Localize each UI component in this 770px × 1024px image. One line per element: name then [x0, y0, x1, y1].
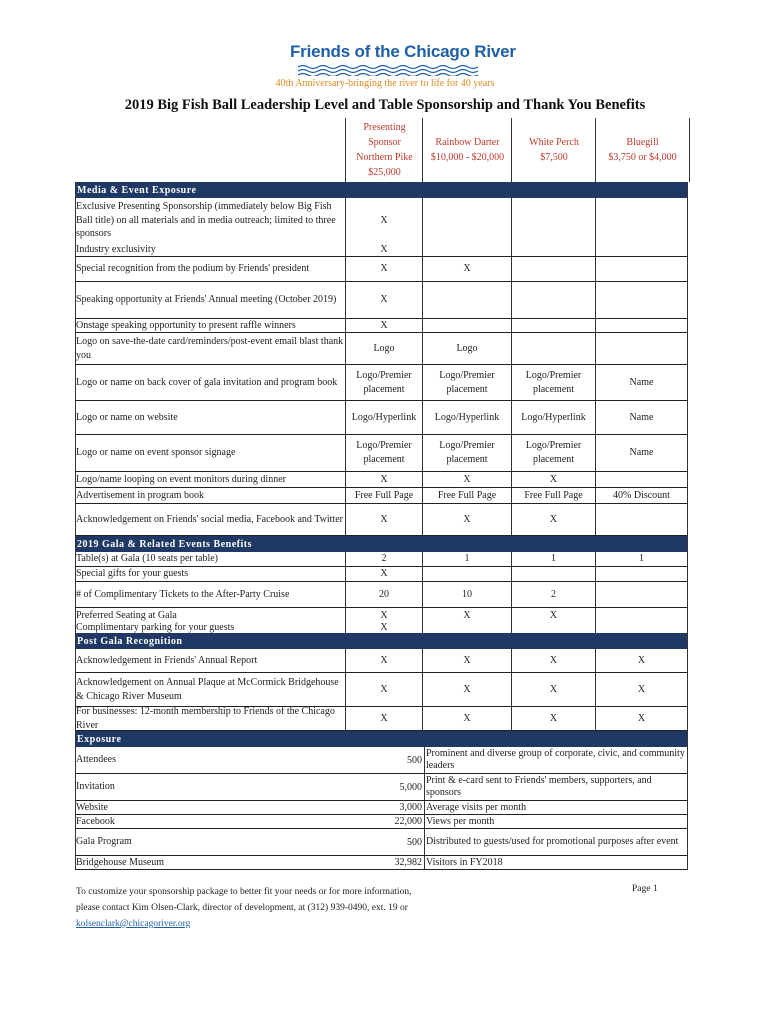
benefit-value: X: [345, 623, 422, 633]
exposure-row: [75, 747, 688, 774]
column-header-presenting: Presenting Sponsor Northern Pike $25,000: [345, 118, 423, 182]
benefit-value: X: [422, 504, 511, 535]
exposure-label: Facebook: [76, 815, 115, 827]
benefit-value: Logo: [422, 333, 511, 364]
benefit-value: X: [345, 472, 422, 487]
benefit-value: X: [422, 707, 511, 730]
benefit-value: [511, 282, 595, 318]
table-row: [75, 243, 688, 257]
benefit-value: X: [511, 504, 595, 535]
exposure-description: Visitors in FY2018: [424, 856, 688, 869]
benefit-value: X: [422, 649, 511, 672]
benefit-value: [511, 623, 595, 633]
table-row: [75, 319, 688, 333]
benefit-value: Logo/Hyperlink: [345, 401, 422, 434]
exposure-description: Print & e-card sent to Friends' members, supporters, and sponsors: [424, 774, 688, 800]
benefit-value: Logo: [345, 333, 422, 364]
section-gala-benefits: 2019 Gala & Related Events Benefits: [75, 536, 688, 552]
exposure-value: 3,000: [399, 802, 422, 813]
exposure-description: Prominent and diverse group of corporate, civic, and community leaders: [424, 747, 688, 773]
benefit-value: [595, 198, 688, 243]
exposure-value: 5,000: [399, 781, 422, 793]
benefit-label: Special gifts for your guests: [76, 568, 189, 580]
benefit-value: [595, 582, 688, 607]
anniversary-tagline: 40th Anniversary-bringing the river to life for 40 years: [275, 78, 495, 89]
benefit-label: Acknowledgement on Friends' social media, Facebook and Twitter: [76, 513, 343, 525]
table-row: [75, 504, 688, 536]
benefit-label: Speaking opportunity at Friends' Annual meeting (October 2019): [76, 294, 337, 306]
benefit-label: Logo on save-the-date card/reminders/post-event email blast thank you: [76, 336, 344, 361]
benefit-value: [422, 319, 511, 332]
benefit-value: Logo/Premier placement: [422, 365, 511, 400]
benefit-value: Logo/Premier placement: [345, 435, 422, 471]
benefit-value: X: [422, 257, 511, 281]
benefit-value: X: [511, 472, 595, 487]
benefit-value: [511, 243, 595, 256]
benefit-value: 10: [422, 582, 511, 607]
table-row: [75, 567, 688, 582]
logo-text: Friends of the Chicago River: [290, 42, 516, 61]
benefit-value: 2: [345, 552, 422, 566]
benefit-value: X: [345, 608, 422, 623]
benefit-value: X: [511, 608, 595, 623]
benefit-value: X: [595, 707, 688, 730]
benefit-value: Free Full Page: [422, 488, 511, 503]
benefit-value: [595, 623, 688, 633]
benefit-value: X: [345, 243, 422, 256]
benefit-value: X: [345, 649, 422, 672]
sponsorship-table: [75, 118, 688, 870]
benefit-value: [511, 567, 595, 581]
benefit-value: X: [422, 472, 511, 487]
benefit-value: X: [345, 673, 422, 706]
benefit-value: [511, 333, 595, 364]
benefit-label: Logo or name on website: [76, 411, 178, 423]
benefit-value: [595, 257, 688, 281]
river-waves-icon: [298, 64, 482, 76]
exposure-row: [75, 774, 688, 801]
table-row: [75, 582, 688, 608]
exposure-description: Average visits per month: [424, 801, 688, 814]
benefit-value: Name: [595, 435, 688, 471]
benefit-value: X: [511, 707, 595, 730]
column-header-rainbow-darter: Rainbow Darter $10,000 - $20,000: [422, 118, 512, 182]
benefit-value: [422, 243, 511, 256]
benefit-value: [595, 472, 688, 487]
benefit-value: X: [511, 649, 595, 672]
benefit-value: 1: [511, 552, 595, 566]
exposure-description: Distributed to guests/used for promotional purposes after event: [424, 829, 688, 855]
exposure-label: Invitation: [76, 781, 115, 793]
benefit-value: [595, 243, 688, 256]
benefit-value: [422, 198, 511, 243]
benefit-value: [595, 333, 688, 364]
exposure-description: Views per month: [424, 815, 688, 828]
benefit-label: Exclusive Presenting Sponsorship (immediately below Big Fish Ball title) on all materials and in media outreach; limited to three sponsors: [76, 201, 336, 240]
benefit-value: X: [345, 282, 422, 318]
benefit-label: Complimentary parking for your guests: [76, 622, 235, 634]
exposure-label: Bridgehouse Museum: [76, 856, 165, 868]
exposure-value: 22,000: [394, 816, 422, 827]
benefit-value: Name: [595, 365, 688, 400]
benefit-label: Table(s) at Gala (10 seats per table): [76, 553, 219, 565]
benefit-value: X: [422, 673, 511, 706]
exposure-label: Attendees: [76, 754, 116, 766]
benefit-label: Logo/name looping on event monitors during dinner: [76, 473, 286, 485]
benefit-value: X: [345, 319, 422, 332]
table-row: [75, 435, 688, 472]
exposure-value: 500: [407, 754, 422, 766]
exposure-value: 32,982: [394, 857, 422, 868]
benefit-value: [595, 282, 688, 318]
benefit-label: For businesses: 12-month membership to Friends of the Chicago River: [76, 706, 335, 731]
table-row: [75, 488, 688, 504]
benefit-value: X: [345, 504, 422, 535]
page-title: 2019 Big Fish Ball Leadership Level and Table Sponsorship and Thank You Benefits: [124, 97, 646, 113]
table-row: [75, 552, 688, 567]
column-header-white-perch: White Perch $7,500: [511, 118, 596, 182]
contact-email-link[interactable]: kolsenclark@chicagoriver.org: [76, 919, 191, 929]
benefit-label: Special recognition from the podium by Friends' president: [76, 263, 310, 275]
exposure-label: Gala Program: [76, 836, 132, 848]
benefit-value: [511, 319, 595, 332]
exposure-row: [75, 815, 688, 829]
benefit-value: Logo/Premier placement: [511, 435, 595, 471]
benefit-value: [595, 567, 688, 581]
table-row: [75, 707, 688, 731]
benefit-value: [422, 623, 511, 633]
benefit-value: Logo/Hyperlink: [422, 401, 511, 434]
benefit-value: X: [345, 198, 422, 243]
benefit-label: Advertisement in program book: [76, 489, 205, 501]
benefit-value: 1: [595, 552, 688, 566]
benefit-value: [595, 504, 688, 535]
benefit-label: Acknowledgement in Friends' Annual Report: [76, 654, 258, 666]
table-row: [75, 401, 688, 435]
benefit-value: X: [345, 707, 422, 730]
benefit-value: X: [595, 649, 688, 672]
table-row: [75, 649, 688, 673]
benefit-value: [595, 608, 688, 623]
table-row: [75, 282, 688, 319]
column-header-bluegill: Bluegill $3,750 or $4,000: [595, 118, 690, 182]
benefit-value: 2: [511, 582, 595, 607]
benefit-value: 40% Discount: [595, 488, 688, 503]
contact-footer: [76, 884, 411, 932]
table-row: [75, 673, 688, 707]
benefit-value: Logo/Premier placement: [511, 365, 595, 400]
benefit-label: Preferred Seating at Gala: [76, 609, 177, 621]
table-row: [75, 198, 688, 243]
benefit-value: X: [511, 673, 595, 706]
exposure-label: Website: [76, 801, 108, 813]
benefit-value: Free Full Page: [511, 488, 595, 503]
table-row: [75, 472, 688, 488]
benefit-value: [511, 257, 595, 281]
benefit-value: Name: [595, 401, 688, 434]
benefit-value: [595, 319, 688, 332]
table-row: [75, 365, 688, 401]
benefit-value: Logo/Premier placement: [345, 365, 422, 400]
section-media-exposure: Media & Event Exposure: [75, 182, 688, 198]
exposure-row: [75, 801, 688, 815]
benefit-value: [422, 282, 511, 318]
benefit-value: [422, 567, 511, 581]
benefit-value: 20: [345, 582, 422, 607]
benefit-value: Free Full Page: [345, 488, 422, 503]
benefit-value: Logo/Hyperlink: [511, 401, 595, 434]
benefit-label: Logo or name on back cover of gala invitation and program book: [76, 376, 338, 388]
contact-line: To customize your sponsorship package to better fit your needs or for more information,: [76, 887, 412, 897]
contact-line: please contact Kim Olsen-Clark, director of development, at (312) 939-0490, ext. 19 or: [76, 903, 408, 913]
benefit-value: [511, 198, 595, 243]
organization-logo: [290, 42, 516, 76]
table-border: [75, 182, 76, 870]
section-post-gala: Post Gala Recognition: [75, 633, 688, 649]
exposure-row: [75, 856, 688, 870]
benefit-label: Logo or name on event sponsor signage: [76, 447, 236, 459]
table-border: [687, 182, 688, 870]
page-number: Page 1: [632, 884, 658, 894]
exposure-value: 500: [407, 836, 422, 848]
table-row: [75, 623, 688, 633]
benefit-value: X: [422, 608, 511, 623]
exposure-row: [75, 829, 688, 856]
benefit-label: # of Complimentary Tickets to the After-Party Cruise: [76, 588, 290, 600]
section-exposure: Exposure: [75, 731, 688, 747]
benefit-value: Logo/Premier placement: [422, 435, 511, 471]
benefit-value: X: [345, 567, 422, 581]
benefit-value: X: [345, 257, 422, 281]
benefit-label: Acknowledgement on Annual Plaque at McCormick Bridgehouse & Chicago River Museum: [76, 677, 339, 702]
benefit-value: 1: [422, 552, 511, 566]
table-row: [75, 257, 688, 282]
benefit-label: Onstage speaking opportunity to present raffle winners: [76, 319, 296, 331]
benefit-value: X: [595, 673, 688, 706]
benefit-label: Industry exclusivity: [76, 243, 156, 255]
table-row: [75, 333, 688, 365]
